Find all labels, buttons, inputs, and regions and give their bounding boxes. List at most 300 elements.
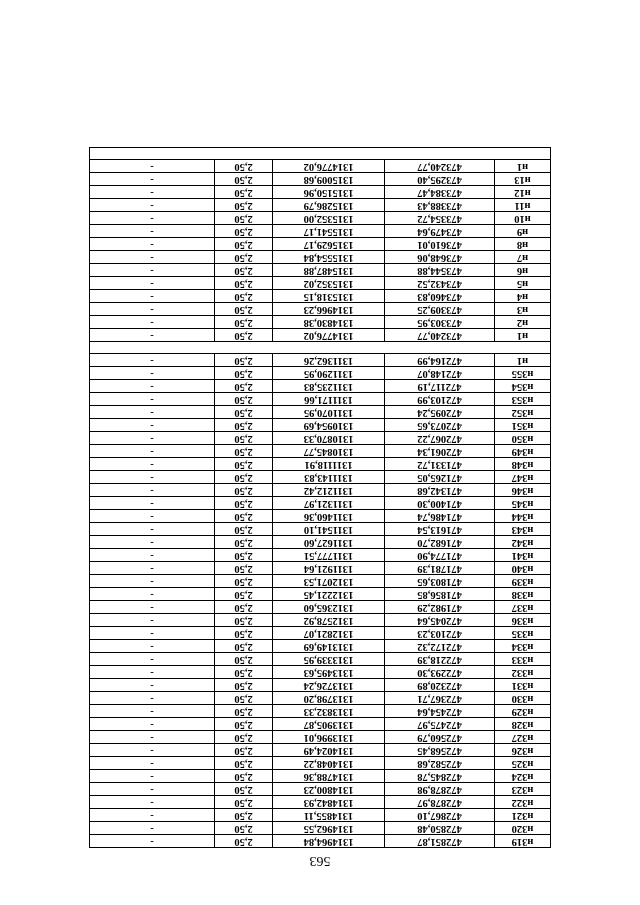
table-row xyxy=(90,510,551,523)
point-label: н339 xyxy=(495,575,551,588)
accuracy-value: 2,50 xyxy=(215,718,273,731)
accuracy-value: 2,50 xyxy=(215,432,273,445)
point-label: н324 xyxy=(495,770,551,783)
table-row xyxy=(90,692,551,705)
y-coordinate: 1315352,02 xyxy=(273,277,385,290)
note-cell: - xyxy=(90,225,215,238)
table-row xyxy=(90,354,551,367)
y-coordinate: 1311362,26 xyxy=(273,354,385,367)
accuracy-value: 2,50 xyxy=(215,251,273,264)
note-cell: - xyxy=(90,562,215,575)
table-row xyxy=(90,666,551,679)
accuracy-value: 2,50 xyxy=(215,329,273,342)
table-row xyxy=(90,822,551,835)
note-cell: - xyxy=(90,770,215,783)
point-label: н332 xyxy=(495,666,551,679)
table-row xyxy=(90,523,551,536)
x-coordinate: 472172,32 xyxy=(385,640,495,653)
note-cell: - xyxy=(90,510,215,523)
table-row xyxy=(90,835,551,848)
table-row xyxy=(90,627,551,640)
point-label: н4 xyxy=(495,290,551,303)
point-label: н3 xyxy=(495,303,551,316)
accuracy-value: 2,50 xyxy=(215,666,273,679)
note-cell: - xyxy=(90,679,215,692)
point-label: н321 xyxy=(495,809,551,822)
y-coordinate: 1315318,15 xyxy=(273,290,385,303)
accuracy-value: 2,50 xyxy=(215,653,273,666)
point-label: н13 xyxy=(495,173,551,186)
x-coordinate: 472582,68 xyxy=(385,757,495,770)
x-coordinate: 473384,47 xyxy=(385,186,495,199)
point-label: н7 xyxy=(495,251,551,264)
accuracy-value: 2,50 xyxy=(215,679,273,692)
accuracy-value: 2,50 xyxy=(215,575,273,588)
x-coordinate: 472367,71 xyxy=(385,692,495,705)
note-cell: - xyxy=(90,653,215,666)
y-coordinate: 1314962,55 xyxy=(273,822,385,835)
point-label: н1 xyxy=(495,354,551,367)
table-row xyxy=(90,173,551,186)
y-coordinate: 1314776,02 xyxy=(273,329,385,342)
table-row xyxy=(90,705,551,718)
point-label: н347 xyxy=(495,471,551,484)
x-coordinate: 473240,77 xyxy=(385,160,495,173)
y-coordinate: 1313798,20 xyxy=(273,692,385,705)
accuracy-value: 2,50 xyxy=(215,393,273,406)
coordinates-table-body xyxy=(90,148,551,848)
y-coordinate: 1311627,60 xyxy=(273,536,385,549)
note-cell: - xyxy=(90,731,215,744)
y-coordinate: 1313832,33 xyxy=(273,705,385,718)
point-label: н346 xyxy=(495,484,551,497)
table-row xyxy=(90,471,551,484)
x-coordinate: 472067,22 xyxy=(385,432,495,445)
y-coordinate: 1311460,36 xyxy=(273,510,385,523)
x-coordinate: 471331,72 xyxy=(385,458,495,471)
note-cell: - xyxy=(90,484,215,497)
x-coordinate: 472454,64 xyxy=(385,705,495,718)
accuracy-value: 2,50 xyxy=(215,484,273,497)
note-cell: - xyxy=(90,588,215,601)
point-label: н326 xyxy=(495,744,551,757)
note-cell: - xyxy=(90,458,215,471)
y-coordinate: 1311290,95 xyxy=(273,367,385,380)
x-coordinate: 472117,19 xyxy=(385,380,495,393)
note-cell: - xyxy=(90,809,215,822)
accuracy-value: 2,50 xyxy=(215,549,273,562)
point-label: н343 xyxy=(495,523,551,536)
table-row xyxy=(90,303,551,316)
note-cell: - xyxy=(90,251,215,264)
table-row xyxy=(90,796,551,809)
x-coordinate: 472103,99 xyxy=(385,393,495,406)
accuracy-value: 2,50 xyxy=(215,744,273,757)
note-cell: - xyxy=(90,718,215,731)
point-label: н9 xyxy=(495,225,551,238)
x-coordinate: 471856,85 xyxy=(385,588,495,601)
table-row xyxy=(90,212,551,225)
note-cell: - xyxy=(90,536,215,549)
table-row xyxy=(90,653,551,666)
y-coordinate: 1314800,23 xyxy=(273,783,385,796)
x-coordinate: 472293,30 xyxy=(385,666,495,679)
accuracy-value: 2,50 xyxy=(215,614,273,627)
point-label: н353 xyxy=(495,393,551,406)
y-coordinate: 1314788,36 xyxy=(273,770,385,783)
x-coordinate: 471781,39 xyxy=(385,562,495,575)
accuracy-value: 2,50 xyxy=(215,277,273,290)
coordinates-table xyxy=(89,147,551,848)
separator-cell xyxy=(90,342,551,354)
note-cell: - xyxy=(90,627,215,640)
page-number: 563 xyxy=(309,853,331,868)
point-label: н10 xyxy=(495,212,551,225)
note-cell: - xyxy=(90,744,215,757)
accuracy-value: 2,50 xyxy=(215,835,273,848)
accuracy-value: 2,50 xyxy=(215,562,273,575)
accuracy-value: 2,50 xyxy=(215,445,273,458)
point-label: н337 xyxy=(495,601,551,614)
accuracy-value: 2,50 xyxy=(215,380,273,393)
point-label: н351 xyxy=(495,419,551,432)
accuracy-value: 2,50 xyxy=(215,692,273,705)
x-coordinate: 471774,90 xyxy=(385,549,495,562)
note-cell: - xyxy=(90,783,215,796)
accuracy-value: 2,50 xyxy=(215,809,273,822)
table-row xyxy=(90,367,551,380)
table-row xyxy=(90,432,551,445)
x-coordinate: 471400,30 xyxy=(385,497,495,510)
accuracy-value: 2,50 xyxy=(215,783,273,796)
y-coordinate: 1313149,69 xyxy=(273,640,385,653)
y-coordinate: 1314776,02 xyxy=(273,160,385,173)
table-row xyxy=(90,562,551,575)
x-coordinate: 472851,87 xyxy=(385,835,495,848)
point-label: н354 xyxy=(495,380,551,393)
table-row xyxy=(90,536,551,549)
table-row xyxy=(90,406,551,419)
x-coordinate: 471342,68 xyxy=(385,484,495,497)
y-coordinate: 1313495,63 xyxy=(273,666,385,679)
accuracy-value: 2,50 xyxy=(215,406,273,419)
x-coordinate: 471265,05 xyxy=(385,471,495,484)
table-row xyxy=(90,393,551,406)
note-cell: - xyxy=(90,212,215,225)
y-coordinate: 1311118,91 xyxy=(273,458,385,471)
table-row xyxy=(90,160,551,173)
x-coordinate: 472103,23 xyxy=(385,627,495,640)
note-cell: - xyxy=(90,367,215,380)
accuracy-value: 2,50 xyxy=(215,160,273,173)
point-label: н323 xyxy=(495,783,551,796)
table-row xyxy=(90,601,551,614)
point-label: н340 xyxy=(495,562,551,575)
point-label: н349 xyxy=(495,445,551,458)
y-coordinate: 1314024,49 xyxy=(273,744,385,757)
note-cell: - xyxy=(90,471,215,484)
table-row xyxy=(90,199,551,212)
note-cell: - xyxy=(90,445,215,458)
x-coordinate: 472878,98 xyxy=(385,783,495,796)
point-label: н338 xyxy=(495,588,551,601)
note-cell: - xyxy=(90,199,215,212)
x-coordinate: 471682,70 xyxy=(385,536,495,549)
note-cell: - xyxy=(90,601,215,614)
note-cell: - xyxy=(90,835,215,848)
block-separator-row xyxy=(90,148,551,160)
point-label: н344 xyxy=(495,510,551,523)
point-label: н352 xyxy=(495,406,551,419)
table-row xyxy=(90,380,551,393)
accuracy-value: 2,50 xyxy=(215,303,273,316)
accuracy-value: 2,50 xyxy=(215,770,273,783)
y-coordinate: 1315150,96 xyxy=(273,186,385,199)
accuracy-value: 2,50 xyxy=(215,497,273,510)
table-row xyxy=(90,497,551,510)
note-cell: - xyxy=(90,432,215,445)
x-coordinate: 472560,79 xyxy=(385,731,495,744)
note-cell: - xyxy=(90,406,215,419)
accuracy-value: 2,50 xyxy=(215,471,273,484)
point-label: н345 xyxy=(495,497,551,510)
y-coordinate: 1314048,22 xyxy=(273,757,385,770)
table-row xyxy=(90,770,551,783)
y-coordinate: 1311777,51 xyxy=(273,549,385,562)
point-label: н320 xyxy=(495,822,551,835)
accuracy-value: 2,50 xyxy=(215,640,273,653)
note-cell: - xyxy=(90,666,215,679)
y-coordinate: 1312071,53 xyxy=(273,575,385,588)
accuracy-value: 2,50 xyxy=(215,225,273,238)
block-separator-row xyxy=(90,342,551,354)
x-coordinate: 473544,88 xyxy=(385,264,495,277)
note-cell: - xyxy=(90,173,215,186)
accuracy-value: 2,50 xyxy=(215,316,273,329)
y-coordinate: 1311541,10 xyxy=(273,523,385,536)
x-coordinate: 473460,83 xyxy=(385,290,495,303)
y-coordinate: 1315352,00 xyxy=(273,212,385,225)
y-coordinate: 1311171,66 xyxy=(273,393,385,406)
y-coordinate: 1315009,68 xyxy=(273,173,385,186)
point-label: н325 xyxy=(495,757,551,770)
table-row xyxy=(90,445,551,458)
x-coordinate: 472568,45 xyxy=(385,744,495,757)
table-row xyxy=(90,783,551,796)
point-label: н331 xyxy=(495,679,551,692)
y-coordinate: 1314830,38 xyxy=(273,316,385,329)
x-coordinate: 473479,64 xyxy=(385,225,495,238)
point-label: н333 xyxy=(495,653,551,666)
table-row xyxy=(90,718,551,731)
x-coordinate: 472164,99 xyxy=(385,354,495,367)
x-coordinate: 472045,64 xyxy=(385,614,495,627)
point-label: н2 xyxy=(495,316,551,329)
point-label: н12 xyxy=(495,186,551,199)
y-coordinate: 1311070,95 xyxy=(273,406,385,419)
table-row xyxy=(90,640,551,653)
accuracy-value: 2,50 xyxy=(215,199,273,212)
accuracy-value: 2,50 xyxy=(215,601,273,614)
table-row xyxy=(90,588,551,601)
note-cell: - xyxy=(90,393,215,406)
y-coordinate: 1315286,79 xyxy=(273,199,385,212)
y-coordinate: 1310870,33 xyxy=(273,432,385,445)
y-coordinate: 1315629,17 xyxy=(273,238,385,251)
table-row xyxy=(90,549,551,562)
accuracy-value: 2,50 xyxy=(215,419,273,432)
accuracy-value: 2,50 xyxy=(215,588,273,601)
x-coordinate: 471486,74 xyxy=(385,510,495,523)
accuracy-value: 2,50 xyxy=(215,796,273,809)
accuracy-value: 2,50 xyxy=(215,173,273,186)
note-cell: - xyxy=(90,380,215,393)
note-cell: - xyxy=(90,822,215,835)
table-row xyxy=(90,264,551,277)
point-label: н341 xyxy=(495,549,551,562)
y-coordinate: 1313905,87 xyxy=(273,718,385,731)
x-coordinate: 472073,65 xyxy=(385,419,495,432)
y-coordinate: 1314855,11 xyxy=(273,809,385,822)
x-coordinate: 473388,43 xyxy=(385,199,495,212)
table-row xyxy=(90,329,551,342)
table-row xyxy=(90,757,551,770)
table-row xyxy=(90,238,551,251)
table-row xyxy=(90,809,551,822)
y-coordinate: 1311235,83 xyxy=(273,380,385,393)
accuracy-value: 2,50 xyxy=(215,510,273,523)
table-row xyxy=(90,731,551,744)
y-coordinate: 1310954,69 xyxy=(273,419,385,432)
y-coordinate: 1312578,92 xyxy=(273,614,385,627)
table-row xyxy=(90,614,551,627)
note-cell: - xyxy=(90,160,215,173)
point-label: н1 xyxy=(495,160,551,173)
table-row xyxy=(90,186,551,199)
accuracy-value: 2,50 xyxy=(215,367,273,380)
point-label: н350 xyxy=(495,432,551,445)
x-coordinate: 472320,89 xyxy=(385,679,495,692)
point-label: н11 xyxy=(495,199,551,212)
point-label: н336 xyxy=(495,614,551,627)
x-coordinate: 472148,07 xyxy=(385,367,495,380)
note-cell: - xyxy=(90,796,215,809)
y-coordinate: 1313726,24 xyxy=(273,679,385,692)
point-label: н5 xyxy=(495,277,551,290)
accuracy-value: 2,50 xyxy=(215,705,273,718)
accuracy-value: 2,50 xyxy=(215,186,273,199)
x-coordinate: 472095,24 xyxy=(385,406,495,419)
y-coordinate: 1311143,83 xyxy=(273,471,385,484)
x-coordinate: 473303,95 xyxy=(385,316,495,329)
y-coordinate: 1312821,07 xyxy=(273,627,385,640)
accuracy-value: 2,50 xyxy=(215,822,273,835)
note-cell: - xyxy=(90,757,215,770)
accuracy-value: 2,50 xyxy=(215,212,273,225)
accuracy-value: 2,50 xyxy=(215,523,273,536)
y-coordinate: 1311321,97 xyxy=(273,497,385,510)
note-cell: - xyxy=(90,705,215,718)
note-cell: - xyxy=(90,303,215,316)
note-cell: - xyxy=(90,497,215,510)
point-label: н327 xyxy=(495,731,551,744)
y-coordinate: 1313339,95 xyxy=(273,653,385,666)
x-coordinate: 473240,77 xyxy=(385,329,495,342)
x-coordinate: 472867,10 xyxy=(385,809,495,822)
note-cell: - xyxy=(90,692,215,705)
note-cell: - xyxy=(90,354,215,367)
point-label: н330 xyxy=(495,692,551,705)
point-label: н335 xyxy=(495,627,551,640)
table-row xyxy=(90,290,551,303)
table-row xyxy=(90,277,551,290)
y-coordinate: 1310845,77 xyxy=(273,445,385,458)
x-coordinate: 472878,97 xyxy=(385,796,495,809)
accuracy-value: 2,50 xyxy=(215,731,273,744)
table-row xyxy=(90,458,551,471)
accuracy-value: 2,50 xyxy=(215,238,273,251)
x-coordinate: 472475,97 xyxy=(385,718,495,731)
table-row xyxy=(90,419,551,432)
point-label: н6 xyxy=(495,264,551,277)
x-coordinate: 473354,72 xyxy=(385,212,495,225)
table-row xyxy=(90,225,551,238)
y-coordinate: 1314964,84 xyxy=(273,835,385,848)
point-label: н334 xyxy=(495,640,551,653)
y-coordinate: 1312365,60 xyxy=(273,601,385,614)
note-cell: - xyxy=(90,186,215,199)
note-cell: - xyxy=(90,523,215,536)
accuracy-value: 2,50 xyxy=(215,354,273,367)
table-row xyxy=(90,316,551,329)
note-cell: - xyxy=(90,290,215,303)
y-coordinate: 1312221,45 xyxy=(273,588,385,601)
x-coordinate: 472845,78 xyxy=(385,770,495,783)
table-row xyxy=(90,575,551,588)
point-label: н328 xyxy=(495,718,551,731)
x-coordinate: 472218,39 xyxy=(385,653,495,666)
separator-cell xyxy=(90,148,551,160)
point-label: н322 xyxy=(495,796,551,809)
note-cell: - xyxy=(90,575,215,588)
x-coordinate: 473432,52 xyxy=(385,277,495,290)
y-coordinate: 1315554,84 xyxy=(273,251,385,264)
table-row xyxy=(90,744,551,757)
point-label: н319 xyxy=(495,835,551,848)
note-cell: - xyxy=(90,316,215,329)
point-label: н1 xyxy=(495,329,551,342)
y-coordinate: 1311921,64 xyxy=(273,562,385,575)
accuracy-value: 2,50 xyxy=(215,757,273,770)
note-cell: - xyxy=(90,419,215,432)
x-coordinate: 471803,65 xyxy=(385,575,495,588)
y-coordinate: 1311212,42 xyxy=(273,484,385,497)
accuracy-value: 2,50 xyxy=(215,264,273,277)
x-coordinate: 471982,29 xyxy=(385,601,495,614)
y-coordinate: 1315487,88 xyxy=(273,264,385,277)
x-coordinate: 472850,48 xyxy=(385,822,495,835)
x-coordinate: 473648,06 xyxy=(385,251,495,264)
note-cell: - xyxy=(90,640,215,653)
y-coordinate: 1313996,01 xyxy=(273,731,385,744)
point-label: н342 xyxy=(495,536,551,549)
point-label: н348 xyxy=(495,458,551,471)
note-cell: - xyxy=(90,614,215,627)
y-coordinate: 1314966,23 xyxy=(273,303,385,316)
accuracy-value: 2,50 xyxy=(215,627,273,640)
note-cell: - xyxy=(90,549,215,562)
note-cell: - xyxy=(90,238,215,251)
